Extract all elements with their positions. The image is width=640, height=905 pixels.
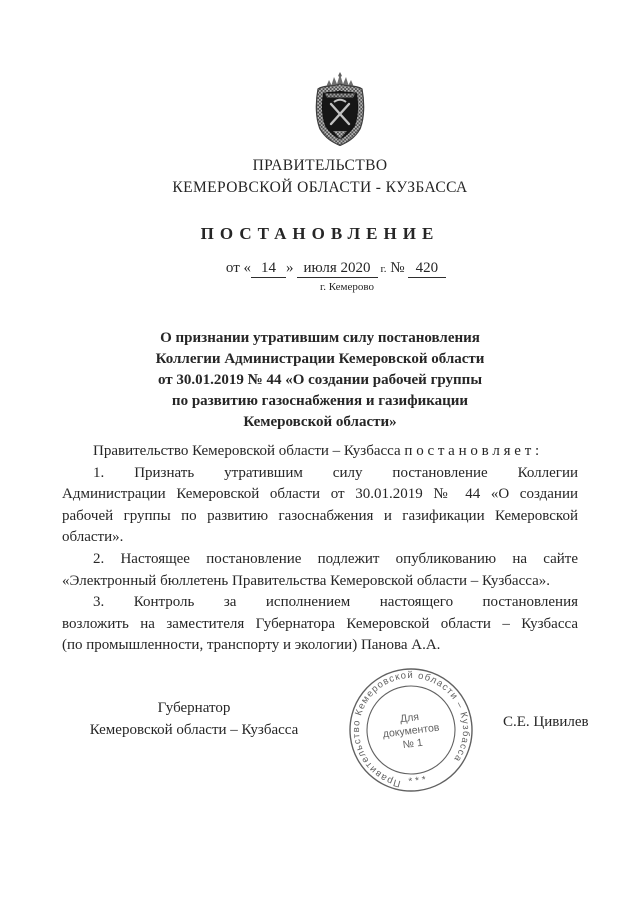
date-month-year-value: июля 2020	[297, 260, 378, 278]
document-number-value: 420	[408, 260, 447, 278]
date-prefix: от «	[225, 260, 251, 276]
title-line: Кемеровской области»	[243, 414, 397, 430]
city-line: г. Кемерово	[319, 281, 375, 293]
title-line: О признании утратившим силу постановления	[160, 330, 480, 346]
body-line: области».	[62, 529, 124, 546]
document-body	[62, 441, 578, 657]
body-line: 2. Настоящее постановление подлежит опубликованию на сайте	[93, 550, 578, 567]
signature-position	[70, 697, 318, 741]
stamp-center-line-2: документов	[382, 721, 441, 741]
body-line: Администрации Кемеровской области от 30.01.2019 № 44 «О создании	[62, 486, 578, 503]
title-line: по развитию газоснабжения и газификации	[171, 393, 469, 409]
body-line: Правительство Кемеровской области – Кузбасса п о с т а н о в л я е т :	[93, 443, 540, 459]
date-year-suffix: г.	[380, 263, 387, 275]
organization-line-1: ПРАВИТЕЛЬСТВО	[252, 157, 388, 174]
stamp-center-line-1: Для	[399, 710, 420, 726]
document-title	[62, 328, 578, 433]
signature-name: С.Е. Цивилев	[503, 714, 589, 730]
stamp-ring-text: Правительство Кемеровской области – Кузбасса	[350, 669, 472, 789]
coat-of-arms-svg	[310, 72, 370, 146]
date-number-line	[16, 260, 640, 278]
date-day-value: 14	[251, 260, 286, 278]
body-line: (по промышленности, транспорту и экологии) Панова А.А.	[62, 637, 441, 654]
title-line: Коллегии Администрации Кемеровской области	[155, 351, 485, 367]
body-line: 1. Признать утратившим силу постановление Коллегии	[93, 464, 578, 481]
body-line: рабочей группы по развитию газоснабжения и газификации Кемеровской	[62, 507, 578, 524]
organization-name	[0, 155, 640, 199]
official-round-stamp	[339, 658, 484, 803]
stamp-svg	[339, 658, 484, 803]
signature-position-line-1: Губернатор	[157, 700, 231, 716]
document-type-heading: ПОСТАНОВЛЕНИЕ	[200, 224, 440, 243]
stamp-center-line-3: № 1	[402, 736, 424, 752]
signature-position-line-2: Кемеровской области – Кузбасса	[89, 722, 299, 738]
title-line: от 30.01.2019 № 44 «О создании рабочей группы	[157, 372, 483, 388]
number-sign: №	[390, 260, 405, 276]
body-line: 3. Контроль за исполнением настоящего постановления	[93, 594, 578, 611]
organization-line-2: КЕМЕРОВСКОЙ ОБЛАСТИ - КУЗБАССА	[172, 179, 468, 196]
coat-of-arms-icon	[310, 72, 370, 146]
body-line: возложить на заместителя Губернатора Кемеровской области – Кузбасса	[62, 615, 578, 632]
stamp-bottom-marks: * * *	[408, 774, 427, 788]
body-line: «Электронный бюллетень Правительства Кемеровской области – Кузбасса».	[62, 572, 550, 589]
date-close-quote: »	[286, 260, 294, 276]
